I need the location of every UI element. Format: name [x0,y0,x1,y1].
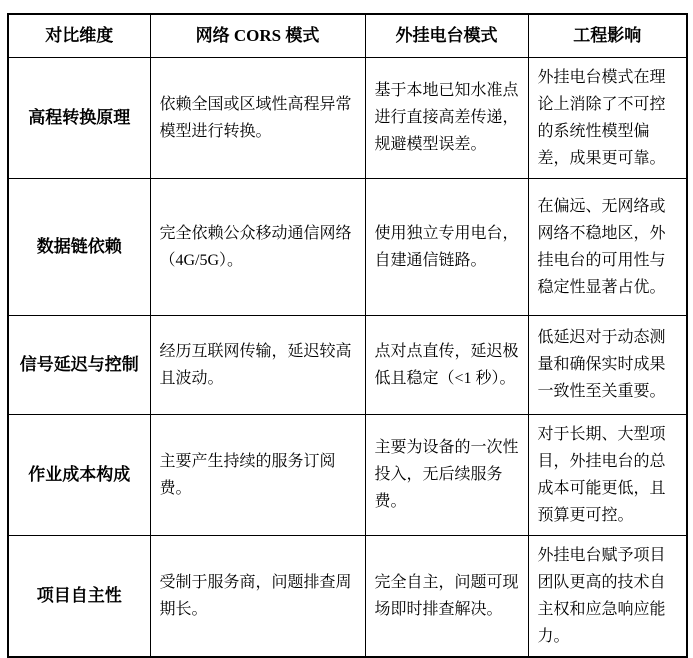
table-cell: 低延迟对于动态测量和确保实时成果一致性至关重要。 [528,315,687,414]
header-cell-impact: 工程影响 [528,14,687,57]
table-cell: 完全依赖公众移动通信网络（4G/5G）。 [150,178,365,315]
table-row [8,178,687,315]
table-cell: 外挂电台赋予项目团队更高的技术自主权和应急响应能力。 [528,535,687,657]
row-header-cell: 高程转换原理 [8,57,150,178]
row-header-cell: 信号延迟与控制 [8,315,150,414]
table-cell: 点对点直传，延迟极低且稳定（<1 秒）。 [365,315,528,414]
table-cell: 对于长期、大型项目，外挂电台的总成本可能更低，且预算更可控。 [528,414,687,535]
table-row [8,414,687,535]
table-cell: 完全自主，问题可现场即时排查解决。 [365,535,528,657]
row-header-cell: 项目自主性 [8,535,150,657]
header-cell-dimension: 对比维度 [8,14,150,57]
table-cell: 依赖全国或区域性高程异常模型进行转换。 [150,57,365,178]
table-row [8,535,687,657]
table-cell: 在偏远、无网络或网络不稳地区，外挂电台的可用性与稳定性显著占优。 [528,178,687,315]
table-row [8,57,687,178]
table-cell: 外挂电台模式在理论上消除了不可控的系统性模型偏差，成果更可靠。 [528,57,687,178]
comparison-table [7,13,688,658]
table-cell: 主要产生持续的服务订阅费。 [150,414,365,535]
row-header-cell: 数据链依赖 [8,178,150,315]
table-cell: 主要为设备的一次性投入，无后续服务费。 [365,414,528,535]
header-row [8,14,687,57]
header-cell-cors-mode: 网络 CORS 模式 [150,14,365,57]
row-header-cell: 作业成本构成 [8,414,150,535]
table-cell: 基于本地已知水准点进行直接高差传递，规避模型误差。 [365,57,528,178]
header-cell-radio-mode: 外挂电台模式 [365,14,528,57]
table-row [8,315,687,414]
table-cell: 受制于服务商，问题排查周期长。 [150,535,365,657]
table-cell: 经历互联网传输，延迟较高且波动。 [150,315,365,414]
table-cell: 使用独立专用电台，自建通信链路。 [365,178,528,315]
